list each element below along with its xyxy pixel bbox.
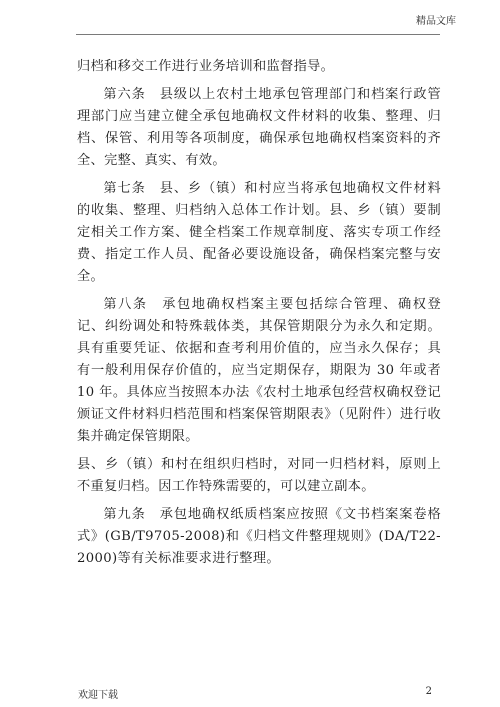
paragraph-article-8: 第八条 承包地确权档案主要包括综合管理、确权登记、纠纷调处和特殊载体类，其保管期限分为永久和定期。具有重要凭证、依据和查考利用价值的，应当永久保存；具有一般利用保存价值的，应当定期保存，期限为 30 年或者 10 年。具体应当按照本办法《农村土地承包经营权确权登记颁证文件材料归档范围和档案保管期限表》（见附件）进行收集并确定保管期限。 (77, 297, 441, 444)
header-divider (76, 34, 440, 35)
paragraph-article-6: 第六条 县级以上农村土地承包管理部门和档案行政管理部门应当建立健全承包地确权文件材料的收集、整理、归档、保管、利用等各项制度，确保承包地确权档案资料的齐全、完整、真实、有效。 (77, 87, 441, 168)
document-body (77, 56, 441, 576)
paragraph-article-7: 第七条 县、乡（镇）和村应当将承包地确权文件材料的收集、整理、归档纳入总体工作计划。县、乡（镇）要制定相关工作方案、健全档案工作规章制度、落实专项工作经费、指定工作人员、配备必要设施设备，确保档案完整与安全。 (77, 181, 441, 284)
page-number: 2 (425, 686, 432, 697)
footer-download-text: 欢迎下载 (78, 690, 118, 701)
paragraph-archiving-note: 县、乡（镇）和村在组织归档时，对同一归档材料，原则上不重复归档。因工作特殊需要的，可以建立副本。 (77, 457, 441, 494)
header-brand: 精品文库 (416, 16, 456, 27)
paragraph-continuation: 归档和移交工作进行业务培训和监督指导。 (77, 59, 335, 74)
paragraph-article-9: 第九条 承包地确权纸质档案应按照《文书档案案卷格式》(GB/T9705-2008)和《归档文件整理规则》(DA/T22-2000)等有关标准要求进行整理。 (77, 507, 441, 566)
